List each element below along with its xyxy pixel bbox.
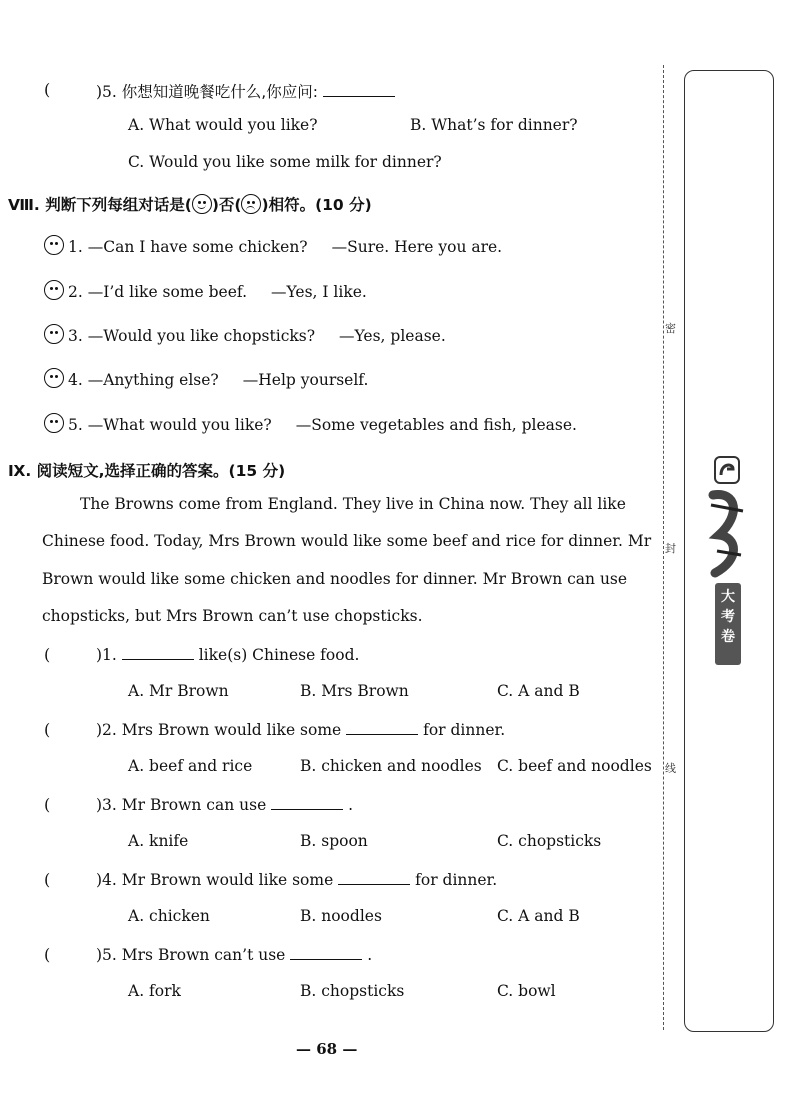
option-c: C. bowl [497, 982, 556, 1000]
passage-line: Chinese food. Today, Mrs Brown would like some beef and rice for dinner. Mr [42, 532, 652, 550]
option-a: A. chicken [128, 907, 210, 925]
answer-blank[interactable] [271, 795, 343, 810]
question-stem: )2. Mrs Brown would like some for dinner. [96, 721, 506, 739]
option-b: B. chopsticks [300, 982, 405, 1000]
blank-face-icon[interactable] [44, 413, 64, 433]
dialogue-item: 1. —Can I have some chicken? —Sure. Here you are. [68, 238, 503, 256]
question-stem: )3. Mr Brown can use . [96, 796, 354, 814]
option-a: A. fork [128, 982, 181, 1000]
svg-text:考: 考 [721, 609, 735, 625]
dialogue-item: 5. —What would you like? —Some vegetables and fish, please. [68, 416, 577, 434]
passage-line: Brown would like some chicken and noodles for dinner. Mr Brown can use [42, 570, 628, 588]
answer-paren[interactable]: ( [44, 945, 51, 964]
blank-face-icon[interactable] [44, 324, 64, 344]
answer-blank[interactable] [323, 82, 395, 97]
binding-dotted-line [663, 65, 664, 1030]
page-number: — 68 — [296, 1040, 358, 1058]
answer-blank[interactable] [122, 645, 194, 660]
question-5-stem: )5. 你想知道晚餐吃什么,你应问: [96, 80, 395, 102]
section-9-title: Ⅸ. 阅读短文,选择正确的答案。(15 分) [8, 462, 286, 480]
answer-paren[interactable]: ( [44, 720, 51, 739]
option-c: C. chopsticks [497, 832, 602, 850]
margin-char: 线 [665, 762, 676, 775]
answer-blank[interactable] [290, 945, 362, 960]
dialogue-item: 2. —I’d like some beef. —Yes, I like. [68, 283, 367, 301]
dialogue-item: 3. —Would you like chopsticks? —Yes, please. [68, 327, 446, 345]
option-b: B. What’s for dinner? [410, 116, 578, 134]
blank-face-icon[interactable] [44, 368, 64, 388]
answer-paren[interactable]: ( [44, 645, 51, 664]
option-a: A. knife [128, 832, 189, 850]
smiley-face-icon [192, 194, 212, 214]
question-stem: )4. Mr Brown would like some for dinner. [96, 871, 498, 889]
option-b: B. spoon [300, 832, 368, 850]
option-c: C. Would you like some milk for dinner? [128, 153, 442, 171]
question-stem: )5. Mrs Brown can’t use . [96, 946, 373, 964]
answer-blank[interactable] [338, 870, 410, 885]
option-c: C. beef and noodles [497, 757, 652, 775]
option-b: B. Mrs Brown [300, 682, 409, 700]
margin-char: 密 [665, 322, 676, 335]
answer-paren[interactable]: ( [44, 795, 51, 814]
dialogue-item: 4. —Anything else? —Help yourself. [68, 371, 369, 389]
answer-paren[interactable]: ( [44, 870, 51, 889]
option-a: A. Mr Brown [128, 682, 229, 700]
svg-text:大: 大 [721, 589, 735, 605]
section-8-title: Ⅷ. 判断下列每组对话是( )否( )相符。(10 分) [8, 196, 372, 214]
blank-face-icon[interactable] [44, 280, 64, 300]
option-b: B. chicken and noodles [300, 757, 482, 775]
blank-face-icon[interactable] [44, 235, 64, 255]
option-a: A. What would you like? [128, 116, 318, 134]
sad-face-icon [241, 194, 261, 214]
answer-paren: ( [44, 80, 51, 99]
brand-logo-icon [707, 455, 747, 670]
option-b: B. noodles [300, 907, 382, 925]
question-stem: )1. like(s) Chinese food. [96, 646, 360, 664]
passage-line: The Browns come from England. They live in China now. They all like [80, 495, 626, 513]
option-c: C. A and B [497, 907, 580, 925]
answer-blank[interactable] [346, 720, 418, 735]
margin-char: 封 [665, 542, 676, 555]
svg-text:卷: 卷 [721, 629, 735, 645]
option-c: C. A and B [497, 682, 580, 700]
option-a: A. beef and rice [128, 757, 253, 775]
passage-line: chopsticks, but Mrs Brown can’t use chopsticks. [42, 607, 423, 625]
